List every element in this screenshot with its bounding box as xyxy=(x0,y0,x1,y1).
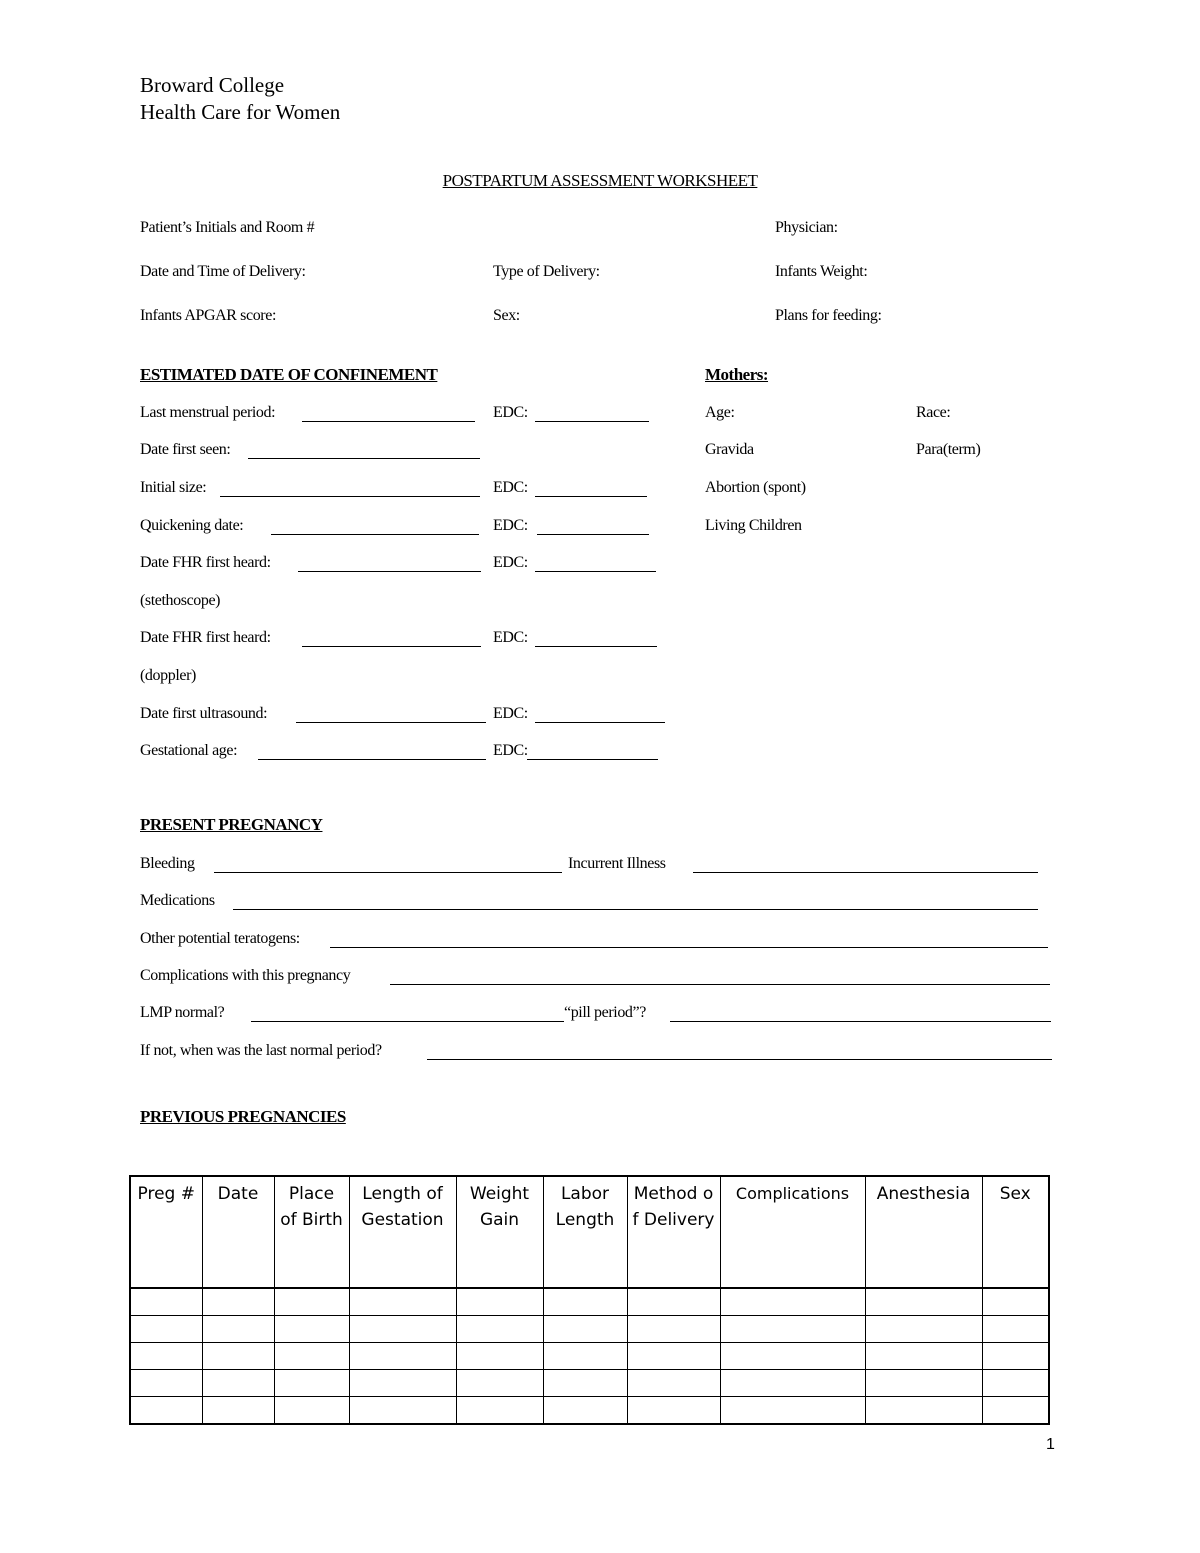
table-cell[interactable] xyxy=(274,1397,349,1425)
table-cell[interactable] xyxy=(274,1343,349,1370)
teratogens-field[interactable] xyxy=(330,947,1048,948)
last-normal-period-label: If not, when was the last normal period? xyxy=(140,1042,382,1059)
table-cell[interactable] xyxy=(202,1397,274,1425)
complications-label: Complications with this pregnancy xyxy=(140,967,351,984)
pill-period-label: “pill period”? xyxy=(564,1004,646,1021)
mothers-heading: Mothers: xyxy=(705,365,769,384)
fhr-stethoscope-edc-field[interactable] xyxy=(535,571,656,572)
gravida-label: Gravida xyxy=(705,441,754,458)
table-cell[interactable] xyxy=(543,1343,627,1370)
column-header-weight-gain: Weight Gain xyxy=(456,1176,543,1288)
delivery-type-label: Type of Delivery: xyxy=(493,263,600,280)
abortion-label: Abortion (spont) xyxy=(705,479,806,496)
table-cell[interactable] xyxy=(456,1316,543,1343)
quickening-label: Quickening date: xyxy=(140,517,244,534)
table-cell[interactable] xyxy=(456,1288,543,1316)
edc-label: EDC: xyxy=(493,479,528,496)
table-cell[interactable] xyxy=(865,1316,982,1343)
table-cell[interactable] xyxy=(130,1316,202,1343)
bleeding-label: Bleeding xyxy=(140,855,195,872)
initial-size-field[interactable] xyxy=(220,496,480,497)
table-cell[interactable] xyxy=(274,1288,349,1316)
table-cell[interactable] xyxy=(130,1343,202,1370)
age-label: Age: xyxy=(705,404,735,421)
column-header-anesthesia: Anesthesia xyxy=(865,1176,982,1288)
table-cell[interactable] xyxy=(130,1397,202,1425)
table-cell[interactable] xyxy=(274,1370,349,1397)
fhr-doppler-edc-field[interactable] xyxy=(535,646,657,647)
race-label: Race: xyxy=(916,404,951,421)
ultrasound-field[interactable] xyxy=(296,722,486,723)
gestational-age-edc-field[interactable] xyxy=(527,759,658,760)
table-cell[interactable] xyxy=(720,1397,865,1425)
table-cell[interactable] xyxy=(720,1370,865,1397)
ultrasound-label: Date first ultrasound: xyxy=(140,705,268,722)
page-number: 1 xyxy=(1046,1436,1055,1453)
table-row xyxy=(130,1397,1049,1425)
physician-label: Physician: xyxy=(775,219,838,236)
column-header-method-of-delivery: Method of Delivery xyxy=(627,1176,720,1288)
table-cell[interactable] xyxy=(202,1370,274,1397)
table-cell[interactable] xyxy=(456,1343,543,1370)
incurrent-illness-label: Incurrent Illness xyxy=(568,855,666,872)
first-seen-label: Date first seen: xyxy=(140,441,231,458)
fhr-doppler-field[interactable] xyxy=(302,646,481,647)
para-label: Para(term) xyxy=(916,441,981,458)
first-seen-field[interactable] xyxy=(248,458,480,459)
table-cell[interactable] xyxy=(865,1370,982,1397)
table-cell[interactable] xyxy=(627,1288,720,1316)
table-row xyxy=(130,1370,1049,1397)
table-cell[interactable] xyxy=(349,1343,456,1370)
gestational-age-label: Gestational age: xyxy=(140,742,238,759)
table-cell[interactable] xyxy=(543,1370,627,1397)
table-cell[interactable] xyxy=(982,1288,1049,1316)
feeding-plan-label: Plans for feeding: xyxy=(775,307,882,324)
fhr-stethoscope-label: Date FHR first heard: xyxy=(140,554,271,571)
medications-label: Medications xyxy=(140,892,215,909)
column-header-place-of-birth: Place of Birth xyxy=(274,1176,349,1288)
lmp-normal-label: LMP normal? xyxy=(140,1004,225,1021)
lmp-normal-field[interactable] xyxy=(251,1021,564,1022)
table-row xyxy=(130,1288,1049,1316)
edc-label: EDC: xyxy=(493,404,528,421)
page-title: POSTPARTUM ASSESSMENT WORKSHEET xyxy=(442,171,758,190)
apgar-label: Infants APGAR score: xyxy=(140,307,276,324)
initials-room-label: Patient’s Initials and Room # xyxy=(140,219,315,236)
column-header-date: Date xyxy=(202,1176,274,1288)
table-cell[interactable] xyxy=(456,1370,543,1397)
table-cell[interactable] xyxy=(982,1343,1049,1370)
table-cell[interactable] xyxy=(456,1397,543,1425)
table-cell[interactable] xyxy=(349,1316,456,1343)
bleeding-field[interactable] xyxy=(214,872,562,873)
initial-size-label: Initial size: xyxy=(140,479,207,496)
table-cell[interactable] xyxy=(130,1288,202,1316)
living-children-label: Living Children xyxy=(705,517,802,534)
column-header-labor-length: Labor Length xyxy=(543,1176,627,1288)
delivery-datetime-label: Date and Time of Delivery: xyxy=(140,263,306,280)
previous-pregnancies-table xyxy=(129,1175,1050,1425)
table-cell[interactable] xyxy=(543,1288,627,1316)
lmp-edc-field[interactable] xyxy=(535,421,649,422)
table-cell[interactable] xyxy=(130,1370,202,1397)
table-row xyxy=(130,1343,1049,1370)
table-cell[interactable] xyxy=(720,1343,865,1370)
table-cell[interactable] xyxy=(349,1288,456,1316)
table-header-row xyxy=(130,1176,1049,1288)
doppler-note: (doppler) xyxy=(140,667,196,684)
incurrent-illness-field[interactable] xyxy=(693,872,1038,873)
table-cell[interactable] xyxy=(349,1397,456,1425)
pill-period-field[interactable] xyxy=(670,1021,1051,1022)
table-cell[interactable] xyxy=(202,1316,274,1343)
column-header-preg: Preg # xyxy=(130,1176,202,1288)
quickening-field[interactable] xyxy=(271,534,479,535)
table-cell[interactable] xyxy=(349,1370,456,1397)
fhr-doppler-label: Date FHR first heard: xyxy=(140,629,271,646)
gestational-age-field[interactable] xyxy=(258,759,486,760)
medications-field[interactable] xyxy=(233,909,1038,910)
fhr-stethoscope-field[interactable] xyxy=(298,571,481,572)
table-cell[interactable] xyxy=(543,1316,627,1343)
table-cell[interactable] xyxy=(627,1370,720,1397)
complications-field[interactable] xyxy=(390,984,1050,985)
edc-label: EDC: xyxy=(493,517,528,534)
present-pregnancy-heading: PRESENT PREGNANCY xyxy=(140,815,323,834)
edc-label: EDC: xyxy=(493,742,528,759)
infant-sex-label: Sex: xyxy=(493,307,520,324)
table-row xyxy=(130,1316,1049,1343)
table-cell[interactable] xyxy=(865,1343,982,1370)
teratogens-label: Other potential teratogens: xyxy=(140,930,300,947)
lmp-label: Last menstrual period: xyxy=(140,404,276,421)
table-cell[interactable] xyxy=(543,1397,627,1425)
edc-label: EDC: xyxy=(493,705,528,722)
table-cell[interactable] xyxy=(202,1343,274,1370)
table-cell[interactable] xyxy=(865,1288,982,1316)
column-header-complications: Complications xyxy=(720,1176,865,1288)
table-cell[interactable] xyxy=(627,1397,720,1425)
table-cell[interactable] xyxy=(627,1343,720,1370)
institution-name: Broward College xyxy=(140,73,285,97)
table-cell[interactable] xyxy=(982,1316,1049,1343)
edc-label: EDC: xyxy=(493,629,528,646)
table-cell[interactable] xyxy=(720,1316,865,1343)
table-cell[interactable] xyxy=(274,1316,349,1343)
initial-size-edc-field[interactable] xyxy=(535,496,647,497)
table-cell[interactable] xyxy=(720,1288,865,1316)
course-name: Health Care for Women xyxy=(140,100,341,124)
table-cell[interactable] xyxy=(982,1397,1049,1425)
previous-pregnancies-heading: PREVIOUS PREGNANCIES xyxy=(140,1107,346,1126)
table-cell[interactable] xyxy=(202,1288,274,1316)
edc-heading: ESTIMATED DATE OF CONFINEMENT xyxy=(140,365,438,384)
infant-weight-label: Infants Weight: xyxy=(775,263,868,280)
table-cell[interactable] xyxy=(627,1316,720,1343)
table-cell[interactable] xyxy=(982,1370,1049,1397)
column-header-length-of-gestation: Length of Gestation xyxy=(349,1176,456,1288)
ultrasound-edc-field[interactable] xyxy=(535,722,665,723)
column-header-sex: Sex xyxy=(982,1176,1049,1288)
lmp-field[interactable] xyxy=(302,421,475,422)
quickening-edc-field[interactable] xyxy=(537,534,649,535)
stethoscope-note: (stethoscope) xyxy=(140,592,221,609)
edc-label: EDC: xyxy=(493,554,528,571)
table-cell[interactable] xyxy=(865,1397,982,1425)
last-normal-period-field[interactable] xyxy=(427,1059,1052,1060)
